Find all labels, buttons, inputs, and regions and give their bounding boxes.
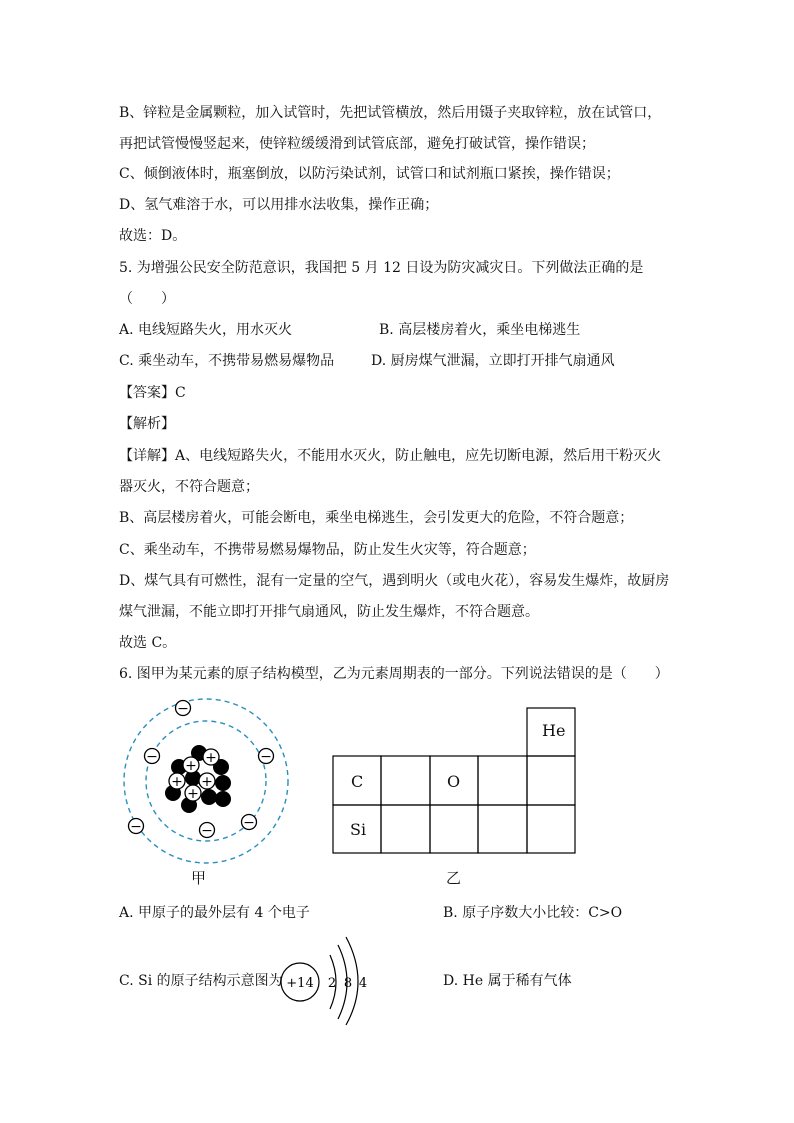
q6-option-b: B. 原子序数大小比较：C>O [443, 905, 623, 921]
text-line-5: 故选：D。 [119, 228, 187, 244]
q6-option-c: C. Si 的原子结构示意图为 [119, 973, 283, 989]
electron [242, 815, 257, 832]
q6-option-a: A. 甲原子的最外层有 4 个电子 [119, 905, 310, 921]
analysis-line-3: B、高层楼房着火，可能会断电，乘坐电梯逃生，会引发更大的危险，不符合题意； [119, 510, 634, 526]
q5-option-b: B. 高层楼房着火，乘坐电梯逃生 [379, 322, 581, 338]
proton-sign: + [185, 758, 197, 774]
q5-option-a: A. 电线短路失火，用水灭火 [119, 322, 293, 338]
figure-jia-label: 甲 [191, 869, 207, 887]
neutron [215, 775, 231, 791]
cell-ar [527, 805, 575, 853]
si-nucleus-charge: +14 [286, 976, 314, 991]
proton [203, 749, 219, 766]
answer: 【答案】C [119, 385, 186, 401]
question-6-stem: 6. 图甲为某元素的原子结构模型，乙为元素周期表的一部分。下列说法错误的是（ ） [119, 666, 669, 682]
cell-n [381, 756, 430, 805]
symbol-he: He [542, 721, 566, 740]
si-shell-electrons-3: 4 [358, 976, 368, 991]
si-shell-electrons-1: 2 [327, 976, 337, 991]
proton-sign: + [205, 750, 217, 766]
analysis-title: 【解析】 [119, 416, 175, 432]
neutron [215, 791, 231, 807]
si-shell-electrons-2: 8 [343, 976, 353, 991]
si-atomic-structure-diagram [278, 935, 378, 1027]
figure-yi-label: 乙 [446, 869, 462, 887]
proton [199, 773, 215, 790]
proton-sign: + [187, 786, 199, 802]
cell-p [381, 805, 430, 853]
analysis-line-6: 煤气泄漏，不能立即打开排气扇通风，防止发生爆炸，不符合题意。 [119, 604, 539, 620]
electron-sign: − [260, 749, 272, 765]
analysis-line-4: C、乘坐动车，不携带易燃易爆物品，防止发生火灾等，符合题意； [119, 542, 536, 558]
proton [183, 757, 199, 774]
analysis-line-1: 【详解】A、电线短路失火，不能用水灭火，防止触电，应先切断电源，然后用干粉灭火 [119, 448, 662, 464]
analysis-line-2: 器灭火，不符合题意； [119, 479, 259, 495]
text-line-3: C、倾倒液体时，瓶塞倒放，以防污染试剂，试管口和试剂瓶口紧挨，操作错误； [119, 166, 620, 182]
proton-sign: + [201, 774, 213, 790]
q5-option-d: D. 厨房煤气泄漏，立即打开排气扇通风 [371, 353, 615, 369]
analysis-line-7: 故选 C。 [119, 635, 177, 651]
q5-option-c: C. 乘坐动车，不携带易燃易爆物品 [119, 353, 335, 369]
electron [176, 701, 191, 718]
neutron [201, 789, 217, 805]
text-line-2: 再把试管慢慢竖起来，使锌粒缓缓滑到试管底部，避免打破试管，操作错误； [119, 136, 595, 152]
electron [145, 749, 160, 766]
cell-f [478, 756, 527, 805]
proton-sign: + [171, 774, 183, 790]
electron [129, 819, 144, 836]
text-line-4: D、氢气难溶于水，可以用排水法收集，操作正确； [119, 197, 439, 213]
proton [169, 773, 185, 790]
cell-s [430, 805, 478, 853]
cell-ne [527, 756, 575, 805]
cell-cl [478, 805, 527, 853]
electron-sign: − [130, 819, 142, 835]
electron-sign: − [177, 701, 189, 717]
electron-sign: − [201, 823, 213, 839]
electron [200, 823, 215, 840]
analysis-line-5: D、煤气具有可燃性，混有一定量的空气，遇到明火（或电火花），容易发生爆炸，故厨房 [119, 573, 670, 589]
symbol-c: C [351, 772, 364, 791]
electron-sign: − [243, 815, 255, 831]
text-line-1: B、锌粒是金属颗粒，加入试管时，先把试管横放，然后用镊子夹取锌粒，放在试管口， [119, 105, 662, 121]
electron [259, 749, 274, 766]
nucleus [165, 745, 231, 813]
question-5-stem: 5. 为增强公民安全防范意识，我国把 5 月 12 日设为防灾减灾日。下列做法正确的是 [119, 260, 644, 276]
q6-option-d: D. He 属于稀有气体 [443, 973, 572, 989]
symbol-si: Si [350, 820, 367, 839]
atom-model-figure [111, 695, 301, 865]
symbol-o: O [447, 772, 461, 791]
proton [185, 785, 201, 802]
electron-sign: − [146, 749, 158, 765]
question-5-bracket: （ ） [119, 291, 175, 307]
